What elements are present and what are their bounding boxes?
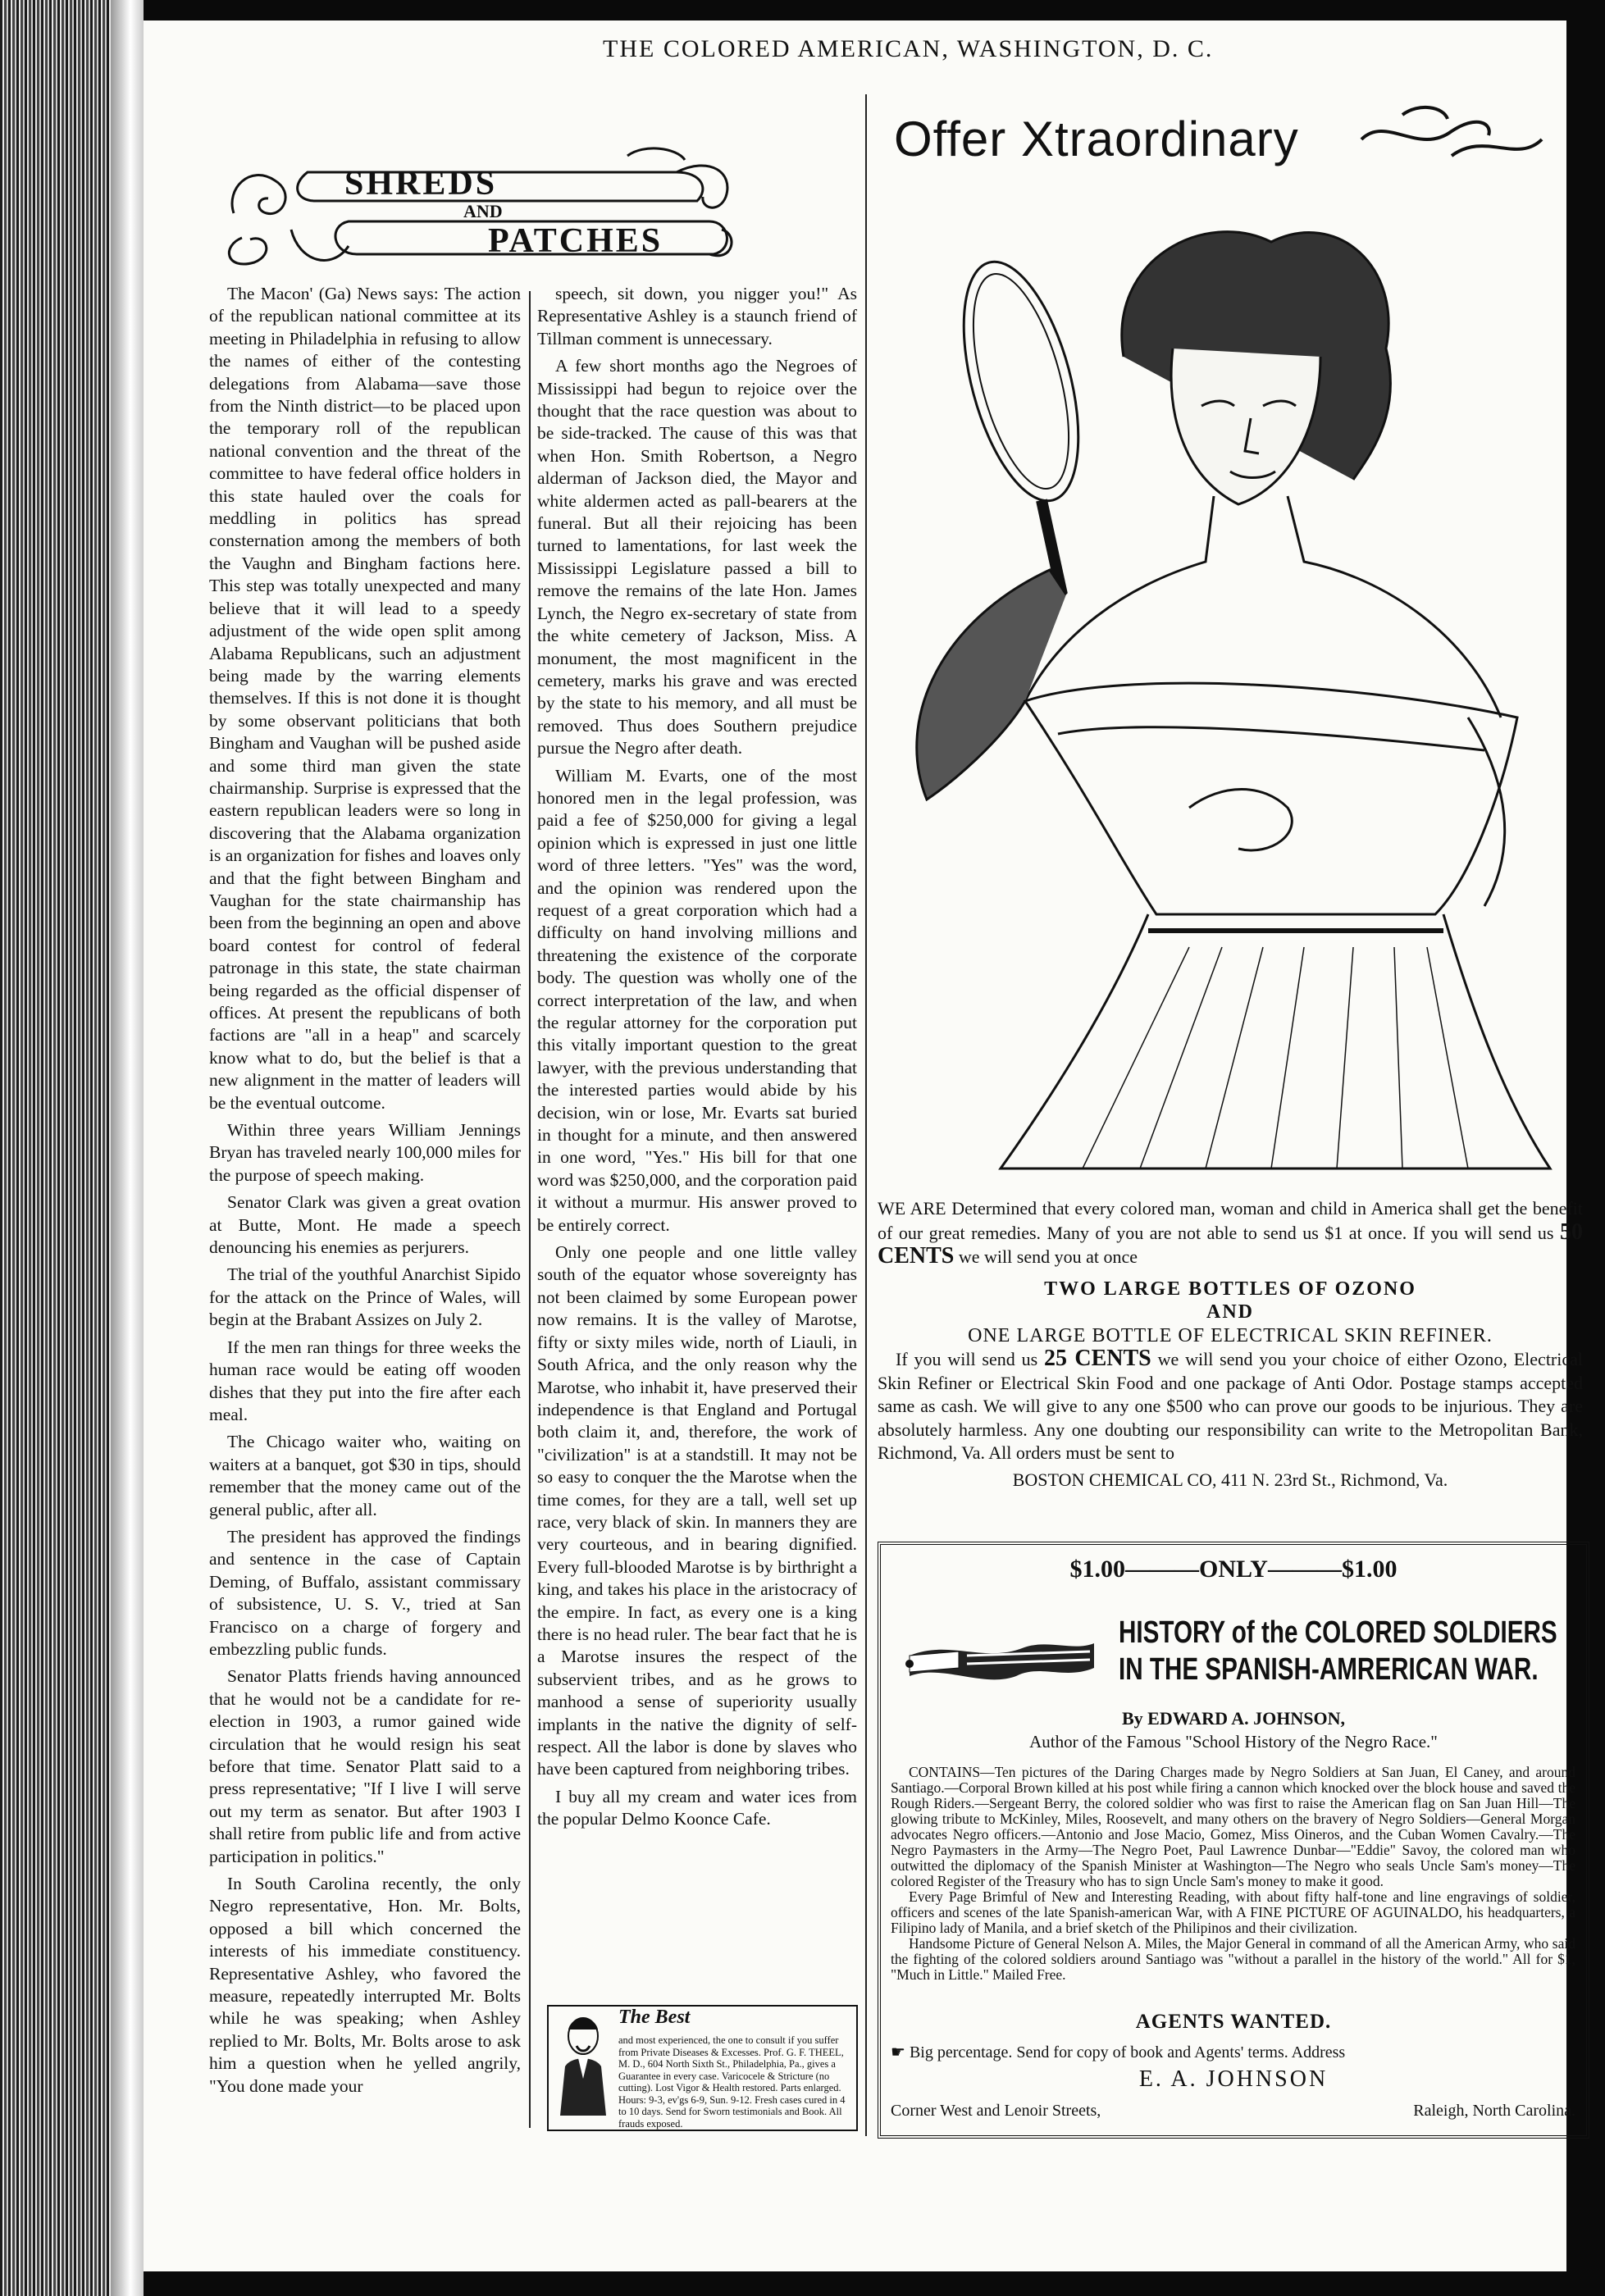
paragraph: speech, sit down, you nigger you!" As Representative Ashley is a staunch friend of Tillman comment is unnecessary.: [537, 284, 857, 348]
column-divider: [529, 291, 531, 2128]
theel-doctor-ad: [547, 2005, 858, 2131]
banner-patches: PATCHES: [488, 222, 663, 260]
paragraph: A few short months ago the Negroes of Mississippi had begun to rejoice over the thought that the race question was about to be side-tracked. The cause of this was that when Hon. Smith Robertson, a Negro alderman of Jackson died, the Mayor and white aldermen acted as pall-bearers at the funeral. But all their rejoicing has been turned to lamentations, for last week the Mississippi Legislature passed a bill to remove the remains of the late Hon. James Lynch, the Negro ex-secretary of state from the white cemetery of Jackson, Miss. A monument, the most magnificent in the cemetery, marks his grave and was erected by the state to his memory, and all must be removed. Thus does Southern prejudice pursue the Negro after death.: [537, 356, 857, 758]
title-flourish-ornament: [1353, 98, 1550, 180]
news-column-2: [537, 283, 857, 1836]
banner-and: AND: [463, 201, 503, 221]
theel-ad-text: and most experienced, the one to consult if you suffer from Private Diseases & Excesses. Prof. G. F. THEEL, M. D., 604 North Sixth St., Philadelphia, Pa., gives a Guarantee in every case. Varicocele & Stricture (no cutting). Lost Vigor & Health restored. Parts enlarged. Hours: 9-3, ev'gs 6-9, Sun. 9-12. Fresh cases cured in 4 to 10 days. Send for Sworn testimonials and Book. All frauds exposed.: [618, 2034, 846, 2130]
publisher-address: [891, 2101, 1575, 2121]
handsome-picture-paragraph: Handsome Picture of General Nelson A. Miles, the Major General in command of all the American Army, who said the fighting of the colored soldiers around Santiago was "without a parallel in the history of the world." All for $1, "Much in Little." Mailed Free.: [891, 1935, 1575, 1983]
publisher-name: E. A. JOHNSON: [1138, 2066, 1329, 2092]
author-credits: Author of the Famous "School History of the Negro Race.": [1029, 1732, 1438, 1752]
paragraph: The trial of the youthful Anarchist Sipido for the attack on the Prince of Wales, will begin at the Brabant Assizes on July 2.: [209, 1264, 521, 1330]
waving-flag-icon: [901, 1631, 1098, 1688]
book-title-line-1: HISTORY of the COLORED SOLDIERS: [1119, 1615, 1557, 1650]
paragraph: I buy all my cream and water ices from the popular Delmo Koonce Cafe.: [537, 1786, 857, 1829]
agents-wanted-heading: AGENTS WANTED.: [1135, 2011, 1332, 2033]
offer-ad-paragraph-1: [878, 1197, 1583, 1269]
offer-p2-start: If you will send us: [896, 1349, 1038, 1369]
offer-p2-end: we will send you your choice of either Ozono, Electrical Skin Refiner or Electrical Skin Food and one package of Anti Odor. Postage stamps accepted same as cash. We will give to any one $500 who can prove our goods to be injurious. They are absolutely harmless. Any one doubting our responsibility can write to the Metropolitan Bank, Richmond, Va. All orders must be sent to: [878, 1349, 1584, 1463]
paragraph: If the men ran things for three weeks the human race would be eating off wooden dishes that they put into the fire after each meal.: [209, 1337, 521, 1424]
pointing-hand-icon: ☛: [891, 2043, 910, 2061]
one-bottle-heading: ONE LARGE BOTTLE OF ELECTRICAL SKIN REFINER.: [968, 1324, 1493, 1346]
paragraph: Only one people and one little valley south of the equator whose sovereignty has not been claimed by some European power now remains. It is the valley of Marotse, fifty or sixty miles wide, north of Liauli, in South Africa, and the only reason why the Marotse, who inhabit it, have preserved their independence is that England and Portugal both claim it, and, therefore, the work of "civilization" is at a standstill. It may not be so easy to conquer the the Marotse when the time comes, for they are a tall, well set up race, very black of skin. In manners they are very courteous, and in bearing dignified. Every full-blooded Marotse is by birthright a king, and takes his place in the aristocracy of the empire. In fact, as every one is a king there is no head ruler. The bear fact that he is a Marotse insures the respect of the subservient tribes, and as he grows to manhood a sense of superiority usually implants in the native the dignity of self-respect. All the labor is done by slaves who have been captured from neighboring tribes.: [537, 1242, 857, 1779]
theel-ad-title: The Best: [618, 2007, 691, 2028]
book-title-line-2: IN THE SPANISH-AMRERICAN WAR.: [1119, 1652, 1539, 1687]
address-city: Raleigh, North Carolina.: [1413, 2102, 1575, 2120]
offer-xtraordinary-title: Offer Xtraordinary: [894, 112, 1299, 166]
column-divider: [865, 94, 867, 2136]
newspaper-page: [144, 20, 1584, 2271]
price-line: $1.00———ONLY———$1.00: [1069, 1556, 1398, 1583]
paragraph: Senator Platts friends having announced that he would not be a candidate for re-election in 1903, a rumor gained wide circulation that he would resign his seat before that time. Senator Platt said to a press representative; "If I live I will serve out my term as senator. But after 1903 I shall retire from public life and from active participation in politics.": [209, 1666, 521, 1866]
two-bottles-heading: TWO LARGE BOTTLES OF OZONO: [1044, 1278, 1416, 1300]
fifty-cents-price: 50 CENTS: [878, 1219, 1584, 1269]
doctor-portrait-illustration: [555, 2013, 611, 2120]
paragraph: In South Carolina recently, the only Negro representative, Hon. Mr. Bolts, opposed a bill which concerned the interests of his immediate constituency. Representative Ashley, who favored the measure, repeatedly interrupted Mr. Bolts while he was speaking; when Ashley replied to Mr. Bolts, Mr. Bolts arose to ask him a question when he yelled angrily, "You done made your: [209, 1874, 521, 2096]
every-page-paragraph: Every Page Brimful of New and Interesting Reading, with about fifty half-tone and line engravings of soldier, officers and scenes of the late Spanish-american War, with A FINE PICTURE OF AGUINALDO, his headquarters, a Filipino lady of Manila, and a brief sketch of the Philipinos and their civilization.: [891, 1888, 1575, 1936]
offer-ad-paragraph-2: [878, 1347, 1583, 1465]
book-page-edges: [0, 0, 144, 2296]
boston-chemical-address: BOSTON CHEMICAL CO, 411 N. 23rd St., Richmond, Va.: [1012, 1469, 1448, 1490]
offer-ad-body: [878, 1197, 1583, 1492]
paragraph: Senator Clark was given a great ovation at Butte, Mont. He made a speech denouncing his enemies as perjurers.: [209, 1192, 521, 1258]
book-author: By EDWARD A. JOHNSON,: [1122, 1708, 1345, 1729]
address-street: Corner West and Lenoir Streets,: [891, 2102, 1101, 2120]
agents-terms: [891, 2043, 1575, 2062]
offer-p1-end: we will send you at once: [958, 1246, 1138, 1267]
twenty-five-cents-price: 25 CENTS: [1044, 1346, 1151, 1371]
news-column-1: [209, 283, 521, 2102]
banner-shreds: SHREDS: [344, 165, 498, 203]
paragraph: William M. Evarts, one of the most honored men in the legal profession, was paid a fee of $250,000 for giving a legal opinion which is expressed in just one little word of three letters. "Yes" was the word, and the opinion was rendered upon the request of a great corporation which had a difficulty on hand involving millions and threatening the existence of the corporate body. The question was wholly one of the correct interpretation of the law, and when the regular attorney for the corporation put this vitally important question to the great lawyer, with the previous understanding that the interested parties would abide by his decision, win or lose, Mr. Evarts sat buried in thought for a minute, and then answered in one word, "Yes." His bill for that one word was $250,000, and the corporation paid it without a murmur. His answer proved to be entirely correct.: [537, 765, 857, 1235]
offer-p1-text: WE ARE Determined that every colored man, woman and child in America shall get the benefit of our great remedies. Many of you are not able to send us $1 at once. If you will send us: [878, 1198, 1583, 1243]
agents-terms-text: Big percentage. Send for copy of book and Agents' terms. Address: [909, 2043, 1346, 2061]
paragraph: Within three years William Jennings Bryan has traveled nearly 100,000 miles for the purpose of speech making.: [209, 1120, 521, 1185]
paragraph: The president has approved the findings and sentence in the case of Captain Deming, of Buffalo, assistant commissary of subsistence, U. S. V., tried at San Francisco on a charge of forgery and embezzling public funds.: [209, 1526, 521, 1659]
woman-with-mirror-illustration: [878, 209, 1583, 1177]
contains-paragraph: CONTAINS—Ten pictures of the Daring Charges made by Negro Soldiers at San Juan, El Caney, and around Santiago.—Corporal Brown killed at his post while firing a cannon which knocked over the block house and saved the Rough Riders.—Sergeant Berry, the colored soldier who was first to raise the American flag on San Juan Hill—The glowing tribute to McKinley, Miles, Roosevelt, and many others on the bravery of Negro Soldiers—General Morgan advocates Negro officers.—Antonio and Jose Macio, Gomez, Miss Oineros, and the Cuban Women Cavalry.—The Negro Paymasters in the Army—The Negro Poet, Paul Lawrence Dunbar—"Eddie" Savoy, the colored man who outwitted the diplomacy of the Spanish Minister at Washington—The Negro who seals Uncle Sam's money—The colored Register of the Treasury who has to sign Uncle Sam's money to make it good.: [891, 1764, 1575, 1889]
and-heading: AND: [1206, 1301, 1254, 1323]
colored-soldiers-book-ad: [878, 1542, 1589, 2139]
shreds-patches-banner: [217, 139, 742, 283]
page-header: THE COLORED AMERICAN, WASHINGTON, D. C.: [603, 35, 1214, 62]
book-contents: [891, 1765, 1575, 1983]
book-title: [1119, 1615, 1557, 1688]
paragraph: The Chicago waiter who, waiting on waiters at a banquet, got $30 in tips, should remember that the money came out of the general public, after all.: [209, 1432, 521, 1519]
paragraph: The Macon' (Ga) News says: The action of the republican national committee at its meeting in Philadelphia in refusing to allow the names of either of the contesting delegations from Alabama—save those from the Ninth district—to be placed upon the temporary roll of the republican national convention and the threat of the committee to have federal office holders in this state hauled over the coals for meddling in politics has spread consternation among the members of both the Vaughn and Bingham factions here. This step was totally unexpected and many believe that it will lead to a speedy adjustment of the wide open split among Alabama Republicans, such an adjustment being made by the warring elements themselves. If this is not done it is thought by some observant politicians that both Bingham and Vaughan will be pushed aside and some third man given the state chairmanship. Surprise is expressed that the eastern republican leaders were so long in discovering that the Alabama organization is an organization for fishes and loaves only and that the fight between Bingham and Vaughan for the state chairmanship has been from the beginning an open and above board contest for control of federal patronage in this state, the state chairman being regarded as the official dispenser of offices. At present the republicans of both factions are "all in a heap" and scarcely know what to do, but the belief is that a new alignment in the matter of leaders will be the eventual outcome.: [209, 284, 521, 1113]
